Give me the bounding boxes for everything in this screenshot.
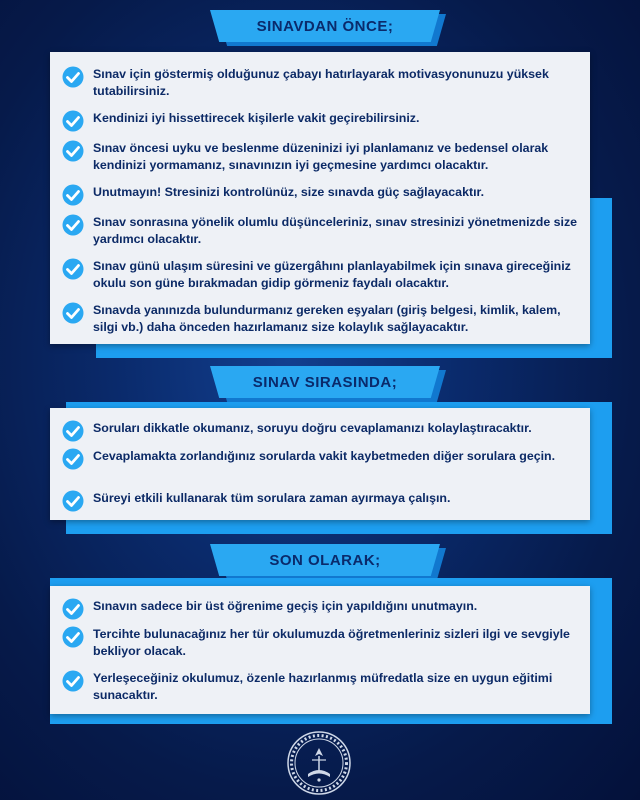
section-header-before bbox=[210, 10, 440, 42]
check-icon bbox=[62, 598, 84, 620]
list-item bbox=[62, 140, 580, 174]
check-icon bbox=[62, 448, 84, 470]
check-icon bbox=[62, 110, 84, 132]
item-text: Cevaplamakta zorlandığınız sorularda vakit kaybetmeden diğer sorulara geçin. bbox=[93, 449, 556, 463]
item-text: Sınav için göstermiş olduğunuz çabayı hatırlayarak motivasyonunuzu yüksek tutabilirsiniz. bbox=[93, 67, 549, 98]
section-header-during bbox=[210, 366, 440, 398]
list-item bbox=[62, 184, 580, 206]
panel-before bbox=[50, 52, 590, 344]
section-title: SINAVDAN ÖNCE; bbox=[256, 17, 394, 35]
ministry-seal-icon bbox=[286, 730, 352, 796]
panel-finally bbox=[50, 586, 590, 714]
check-icon bbox=[62, 184, 84, 206]
item-text: Unutmayın! Stresinizi kontrolünüz, size sınavda güç sağlayacaktır. bbox=[93, 185, 485, 199]
check-icon bbox=[62, 214, 84, 236]
item-text: Sınav sonrasına yönelik olumlu düşünceleriniz, sınav stresinizi yönetmenizde size yardımcı olacaktır. bbox=[93, 215, 578, 246]
list-item bbox=[62, 598, 580, 620]
list-item bbox=[62, 110, 580, 132]
item-text: Kendinizi iyi hissettirecek kişilerle vakit geçirebilirsiniz. bbox=[93, 111, 420, 125]
panel-during bbox=[50, 408, 590, 520]
check-icon bbox=[62, 302, 84, 324]
list-item bbox=[62, 670, 580, 704]
list-item bbox=[62, 626, 580, 660]
list-item bbox=[62, 258, 580, 292]
list-item bbox=[62, 66, 580, 100]
section-title: SINAV SIRASINDA; bbox=[252, 373, 398, 391]
check-icon bbox=[62, 670, 84, 692]
list-item bbox=[62, 490, 580, 512]
section-header-finally bbox=[210, 544, 440, 576]
check-icon bbox=[62, 420, 84, 442]
check-icon bbox=[62, 490, 84, 512]
item-text: Yerleşeceğiniz okulumuz, özenle hazırlanmış müfredatla size en uygun eğitimi sunacaktır. bbox=[93, 671, 553, 702]
item-text: Tercihte bulunacağınız her tür okulumuzda öğretmenleriniz sizleri ilgi ve sevgiyle bekliyor olacak. bbox=[93, 627, 570, 658]
list-item bbox=[62, 214, 580, 248]
item-text: Soruları dikkatle okumanız, soruyu doğru cevaplamanızı kolaylaştıracaktır. bbox=[93, 421, 532, 435]
list-item bbox=[62, 448, 580, 470]
list-item bbox=[62, 302, 580, 336]
section-title: SON OLARAK; bbox=[269, 551, 381, 569]
item-text: Süreyi etkili kullanarak tüm sorulara zaman ayırmaya çalışın. bbox=[93, 491, 451, 505]
item-text: Sınav öncesi uyku ve beslenme düzeninizi iyi planlamanız ve bedensel olarak kendinizi yormamanız, sınavınızın iyi geçmesine yardımcı olacaktır. bbox=[93, 141, 549, 172]
check-icon bbox=[62, 140, 84, 162]
check-icon bbox=[62, 626, 84, 648]
item-text: Sınav günü ulaşım süresini ve güzergâhını planlayabilmek için sınava gireceğiniz okulu son güne bırakmadan gidip görmeniz faydalı olacaktır. bbox=[93, 259, 571, 290]
item-text: Sınavda yanınızda bulundurmanız gereken eşyaları (giriş belgesi, kimlik, kalem, silgi vb.) daha önceden hazırlamanız size kolaylık sağlayacaktır. bbox=[93, 303, 561, 334]
check-icon bbox=[62, 66, 84, 88]
list-item bbox=[62, 420, 580, 442]
check-icon bbox=[62, 258, 84, 280]
item-text: Sınavın sadece bir üst öğrenime geçiş için yapıldığını unutmayın. bbox=[93, 599, 478, 613]
